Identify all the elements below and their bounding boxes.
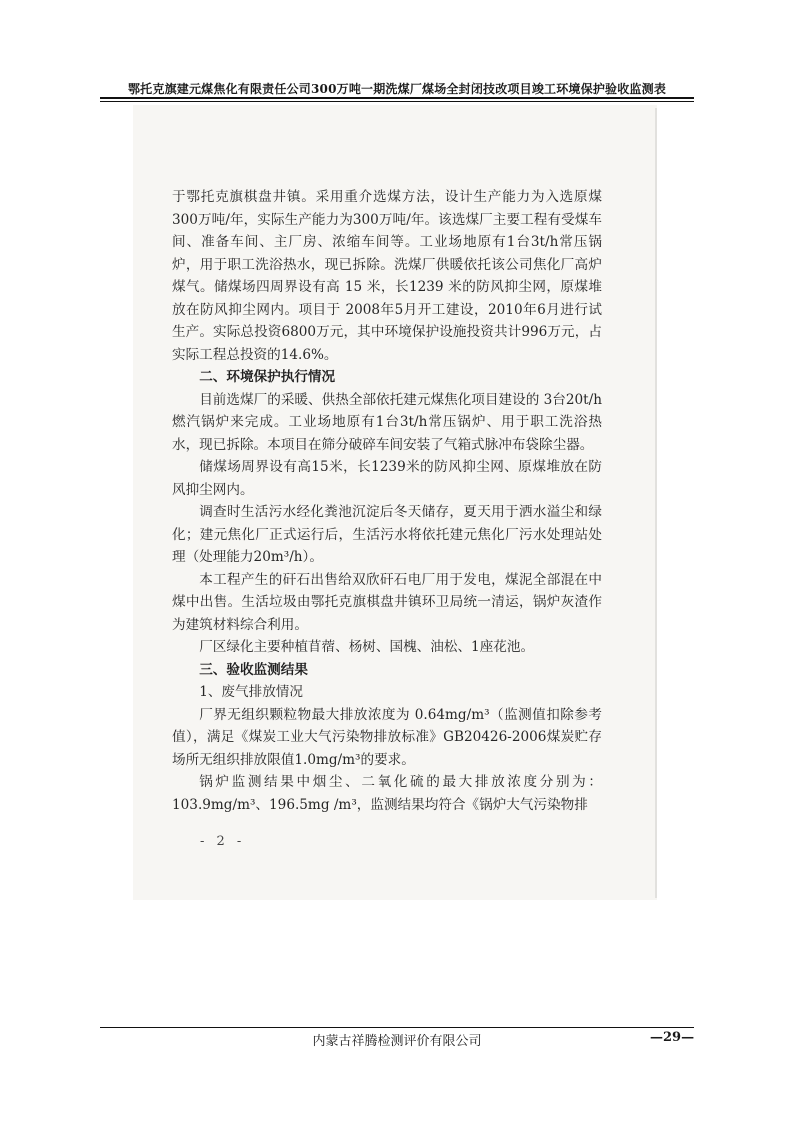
paragraph-solid-waste: 本工程产生的矸石出售给双欣矸石电厂用于发电，煤泥全部混在中煤中出售。生活垃圾由鄂托克旗棋盘井镇环卫局统一清运，锅炉灰渣作为建筑材料综合利用。 <box>172 571 602 633</box>
paragraph-storage-yard: 储煤场周界设有高15米，长1239米的防风抑尘网、原煤堆放在防风抑尘网内。 <box>172 459 602 498</box>
scanned-page-number: - 2 - <box>200 834 246 849</box>
section-heading-monitoring-results: 三、验收监测结果 <box>199 661 308 678</box>
section-heading-environmental-protection: 二、环境保护执行情况 <box>199 369 336 385</box>
footer-company-name: 内蒙古祥腾检测评价有限公司 <box>312 1034 482 1049</box>
header-rule-secondary <box>100 101 694 102</box>
document-body <box>172 186 602 816</box>
paragraph-particulate-emissions: 厂界无组织颗粒物最大排放浓度为 0.64mg/m³（监测值扣除参考值），满足《煤炭工业大气污染物排放标准》GB20426-2006煤炭贮存场所无组织排放限值1.0mg/m³的要求。 <box>172 706 602 768</box>
header-rule <box>100 97 694 99</box>
scanned-page-edge <box>655 108 657 898</box>
footer-rule <box>100 1027 694 1028</box>
paragraph-boiler-monitoring: 锅炉监测结果中烟尘、二氧化硫的最大排放浓度分别为：103.9mg/m³、196.5mg /m³，监测结果均符合《锅炉大气污染物排 <box>172 774 602 813</box>
paragraph-heating: 目前选煤厂的采暖、供热全部依托建元煤焦化项目建设的 3台20t/h燃汽锅炉来完成。工业场地原有1台3t/h常压锅炉、用于职工洗浴热水，现已拆除。本项目在筛分破碎车间安装了气箱式脉冲布袋除尘器。 <box>172 391 602 453</box>
page-header-title: 鄂托克旗建元煤焦化有限责任公司300万吨一期洗煤厂煤场全封闭技改项目竣工环境保护验收监测表 <box>127 82 667 96</box>
paragraph-greening: 厂区绿化主要种植苜蓿、杨树、国槐、油松、1座花池。 <box>199 639 535 655</box>
paragraph-sewage: 调查时生活污水经化粪池沉淀后冬天储存，夏天用于洒水溢尘和绿化；建元焦化厂正式运行后，生活污水将依托建元焦化厂污水处理站处理（处理能力20m³/h）。 <box>172 504 602 565</box>
footer-page-number: —29— <box>650 1030 695 1045</box>
paragraph-project-overview: 于鄂托克旗棋盘井镇。采用重介选煤方法，设计生产能力为入选原煤300万吨/年，实际生产能力为300万吨/年。该选煤厂主要工程有受煤车间、准备车间、主厂房、浓缩车间等。工业场地原有1台3t/h常压锅炉，用于职工洗浴热水，现已拆除。洗煤厂供暖依托该公司焦化厂高炉煤气。储煤场四周界设有高 15 米，长1239 米的防风抑尘网，原煤堆放在防风抑尘网内。项目于 2008年5月开工建设，2010年6月进行试生产。实际总投资6800万元，其中环境保护设施投资共计996万元，占实际工程总投资的14.6%。 <box>172 189 602 363</box>
subheading-exhaust-emissions: 1、废气排放情况 <box>199 684 303 700</box>
